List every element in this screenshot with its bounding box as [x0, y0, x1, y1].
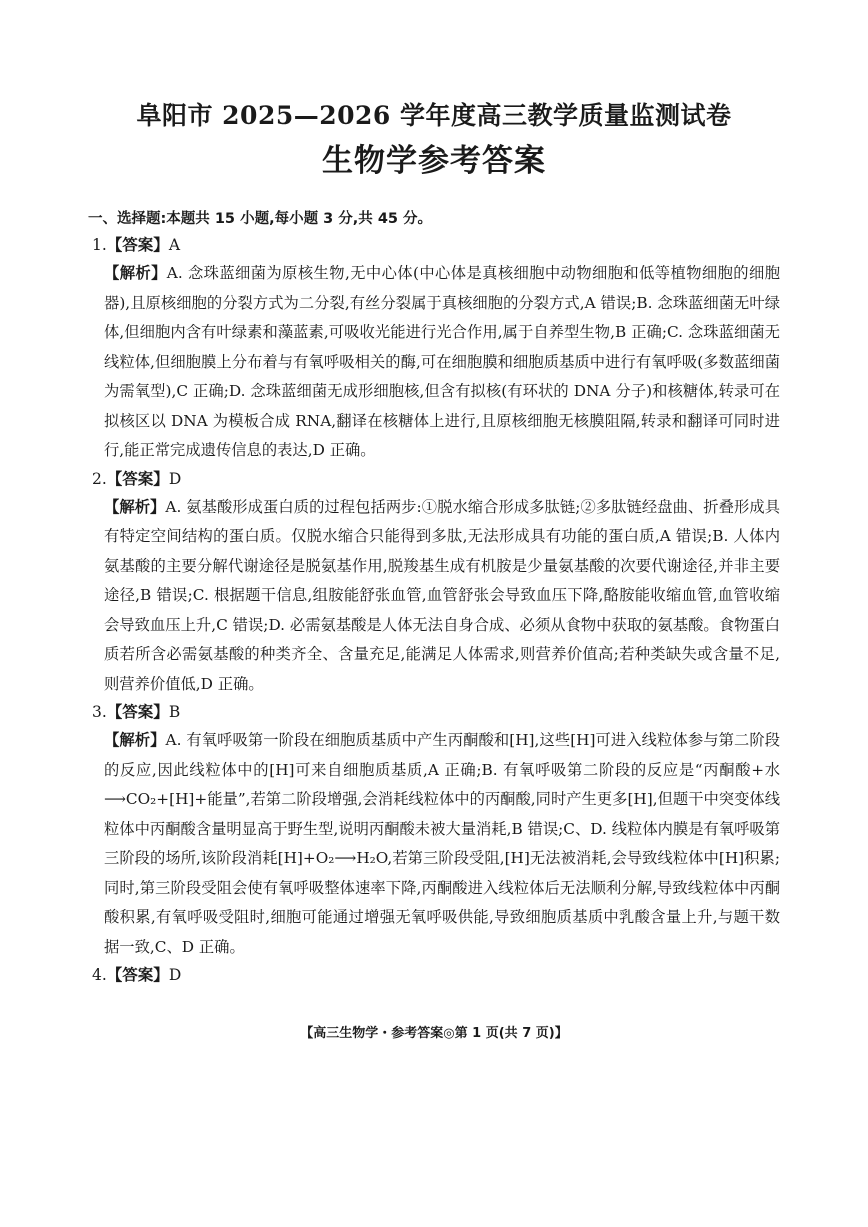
answer-value: D	[168, 966, 182, 984]
question-2	[90, 466, 780, 700]
question-1	[90, 232, 780, 466]
analysis-paragraph	[104, 259, 780, 466]
document-title: 阜阳市 2025—2026 学年度高三教学质量监测试卷	[136, 101, 732, 130]
answer-content	[90, 206, 780, 989]
analysis-text: A. 念珠蓝细菌为原核生物,无中心体(中心体是真核细胞中动物细胞和低等植物细胞的细胞器),且原核细胞的分裂方式为二分裂,有丝分裂属于真核细胞的分裂方式,A 错误;B. 念珠蓝细菌无叶绿体,但细胞内含有叶绿素和藻蓝素,可吸收光能进行光合作用,属于自养型生物,B 正确;C. 念珠蓝细菌无线粒体,但细胞膜上分布着与有氧呼吸相关的酶,可在细胞膜和细胞质基质中进行有氧呼吸(多数蓝细菌为需氧型),C 正确;D. 念珠蓝细菌无成形细胞核,但含有拟核(有环状的 DNA 分子)和核糖体,转录可在拟核区以 DNA 为模板合成 RNA,翻译在核糖体上进行,且原核细胞无核膜阻隔,转录和翻译可同时进行,能正常完成遗传信息的表达,D 正确。	[104, 264, 780, 459]
page-footer: 【高三生物学・参考答案◎第 1 页(共 7 页)】	[300, 1026, 568, 1041]
answer-line	[92, 962, 780, 989]
section-heading: 一、选择题:本题共 15 小题,每小题 3 分,共 45 分。	[88, 211, 433, 227]
answer-line	[92, 466, 780, 493]
answer-line	[92, 699, 780, 726]
analysis-paragraph	[104, 493, 780, 700]
answer-label: 【答案】	[106, 469, 169, 488]
answer-label: 【答案】	[106, 966, 169, 984]
analysis-label: 【解析】	[104, 731, 166, 749]
question-number: 4.	[92, 966, 107, 984]
question-number: 3.	[92, 703, 107, 721]
question-number: 2.	[92, 469, 107, 488]
document-subtitle: 生物学参考答案	[322, 143, 546, 179]
analysis-label: 【解析】	[104, 497, 166, 516]
answer-value: A	[168, 236, 181, 254]
analysis-text: A. 有氧呼吸第一阶段在细胞质基质中产生丙酮酸和[H],这些[H]可进入线粒体参与第二阶段的反应,因此线粒体中的[H]可来自细胞质基质,A 正确;B. 有氧呼吸第二阶段的反应是“丙酮酸+水⟶CO₂+[H]+能量”,若第二阶段增强,会消耗线粒体中的丙酮酸,同时产生更多[H],但题干中突变体线粒体中丙酮酸含量明显高于野生型,说明丙酮酸未被大量消耗,B 错误;C、D. 线粒体内膜是有氧呼吸第三阶段的场所,该阶段消耗[H]+O₂⟶H₂O,若第三阶段受阻,[H]无法被消耗,会导致线粒体中[H]积累;同时,第三阶段受阻会使有氧呼吸整体速率下降,丙酮酸进入线粒体后无法顺利分解,导致线粒体中丙酮酸积累,有氧呼吸受阻时,细胞可能通过增强无氧呼吸供能,导致细胞质基质中乳酸含量上升,与题干数据一致,C、D 正确。	[104, 731, 781, 956]
question-number: 1.	[92, 236, 107, 254]
answer-value: D	[168, 469, 182, 488]
answer-label: 【答案】	[106, 703, 169, 721]
answer-label: 【答案】	[106, 236, 169, 254]
analysis-paragraph	[104, 726, 780, 962]
analysis-text: A. 氨基酸形成蛋白质的过程包括两步:①脱水缩合形成多肽链;②多肽链经盘曲、折叠形成具有特定空间结构的蛋白质。仅脱水缩合只能得到多肽,无法形成具有功能的蛋白质,A 错误;B. 人体内氨基酸的主要分解代谢途径是脱氨基作用,脱羧基生成有机胺是少量氨基酸的次要代谢途径,并非主要途径,B 错误;C. 根据题干信息,组胺能舒张血管,血管舒张会导致血压下降,酪胺能收缩血管,血管收缩会导致血压上升,C 错误;D. 必需氨基酸是人体无法自身合成、必须从食物中获取的氨基酸。食物蛋白质若所含必需氨基酸的种类齐全、含量充足,能满足人体需求,则营养价值高;若种类缺失或含量不足,则营养价值低,D 正确。	[104, 497, 780, 693]
answer-line	[92, 232, 780, 259]
analysis-label: 【解析】	[104, 264, 167, 282]
question-3	[90, 699, 780, 962]
answer-value: B	[168, 703, 181, 721]
question-4	[90, 962, 780, 989]
